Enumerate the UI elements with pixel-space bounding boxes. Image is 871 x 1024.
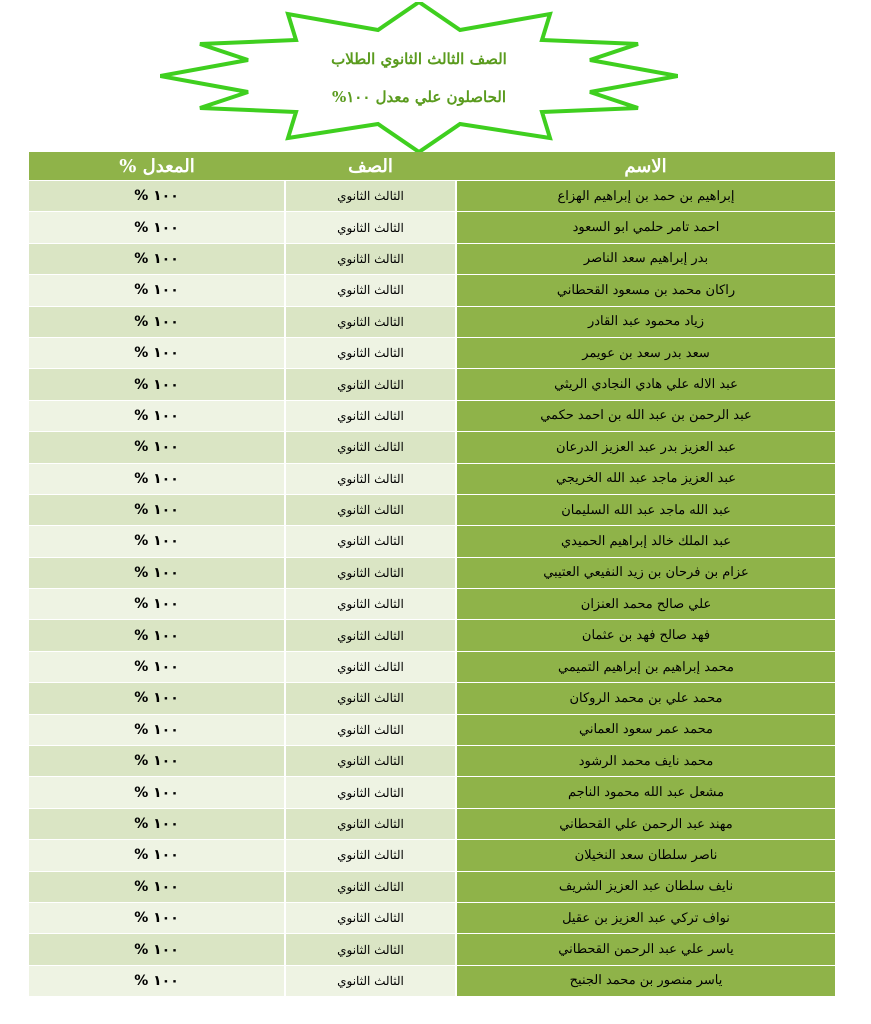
table-row [29, 494, 835, 525]
student-average-cell: ١٠٠ % [29, 589, 285, 620]
table-row [29, 432, 835, 463]
table-row [29, 275, 835, 306]
student-average-cell: ١٠٠ % [29, 243, 285, 274]
student-grade-cell: الثالث الثانوي [285, 243, 456, 274]
banner-line-2: الحاصلون علي معدل ١٠٠% [331, 88, 507, 106]
student-average-cell: ١٠٠ % [29, 840, 285, 871]
student-average-cell: ١٠٠ % [29, 337, 285, 368]
student-average-cell: ١٠٠ % [29, 526, 285, 557]
student-grade-cell: الثالث الثانوي [285, 746, 456, 777]
student-grade-cell: الثالث الثانوي [285, 871, 456, 902]
student-average-cell: ١٠٠ % [29, 400, 285, 431]
student-average-cell: ١٠٠ % [29, 808, 285, 839]
student-grade-cell: الثالث الثانوي [285, 212, 456, 243]
student-average-cell: ١٠٠ % [29, 934, 285, 965]
table-row [29, 902, 835, 933]
table-row [29, 777, 835, 808]
table-row [29, 840, 835, 871]
student-grade-cell: الثالث الثانوي [285, 526, 456, 557]
student-average-cell: ١٠٠ % [29, 557, 285, 588]
header-grade: الصف [285, 152, 456, 181]
table-row [29, 651, 835, 682]
table-row [29, 212, 835, 243]
student-grade-cell: الثالث الثانوي [285, 840, 456, 871]
student-average-cell: ١٠٠ % [29, 620, 285, 651]
table-row [29, 306, 835, 337]
table-row [29, 934, 835, 965]
student-grade-cell: الثالث الثانوي [285, 651, 456, 682]
table-row [29, 557, 835, 588]
students-table [29, 152, 835, 997]
student-name-cell: عبد الرحمن بن عبد الله بن احمد حكمي [456, 400, 835, 431]
table-row [29, 808, 835, 839]
student-grade-cell: الثالث الثانوي [285, 777, 456, 808]
student-average-cell: ١٠٠ % [29, 463, 285, 494]
table-row [29, 714, 835, 745]
student-average-cell: ١٠٠ % [29, 714, 285, 745]
student-grade-cell: الثالث الثانوي [285, 306, 456, 337]
table-row [29, 683, 835, 714]
table-row [29, 181, 835, 212]
student-grade-cell: الثالث الثانوي [285, 494, 456, 525]
student-name-cell: محمد إبراهيم بن إبراهيم التميمي [456, 651, 835, 682]
student-average-cell: ١٠٠ % [29, 871, 285, 902]
table-row [29, 965, 835, 996]
student-grade-cell: الثالث الثانوي [285, 337, 456, 368]
student-grade-cell: الثالث الثانوي [285, 432, 456, 463]
table-header-row [29, 152, 835, 181]
student-name-cell: نايف سلطان عبد العزيز الشريف [456, 871, 835, 902]
student-average-cell: ١٠٠ % [29, 965, 285, 996]
student-name-cell: محمد عمر سعود العماني [456, 714, 835, 745]
student-average-cell: ١٠٠ % [29, 494, 285, 525]
table-row [29, 337, 835, 368]
student-name-cell: عبد الله ماجد عبد الله السليمان [456, 494, 835, 525]
student-grade-cell: الثالث الثانوي [285, 181, 456, 212]
table-row [29, 620, 835, 651]
student-name-cell: ياسر منصور بن محمد الجنيح [456, 965, 835, 996]
student-average-cell: ١٠٠ % [29, 212, 285, 243]
student-name-cell: زياد محمود عبد القادر [456, 306, 835, 337]
student-grade-cell: الثالث الثانوي [285, 683, 456, 714]
student-grade-cell: الثالث الثانوي [285, 557, 456, 588]
table-row [29, 871, 835, 902]
student-name-cell: عبد الملك خالد إبراهيم الحميدي [456, 526, 835, 557]
student-average-cell: ١٠٠ % [29, 902, 285, 933]
table-body [29, 181, 835, 997]
student-grade-cell: الثالث الثانوي [285, 620, 456, 651]
student-name-cell: محمد علي بن محمد الروكان [456, 683, 835, 714]
star-burst-shape [160, 2, 678, 152]
table-row [29, 589, 835, 620]
table-row [29, 746, 835, 777]
student-average-cell: ١٠٠ % [29, 777, 285, 808]
title-banner [160, 2, 678, 152]
header-average: المعدل % [29, 152, 285, 181]
student-name-cell: احمد تامر حلمي ابو السعود [456, 212, 835, 243]
table-row [29, 400, 835, 431]
student-average-cell: ١٠٠ % [29, 275, 285, 306]
student-average-cell: ١٠٠ % [29, 181, 285, 212]
student-name-cell: عبد العزيز بدر عبد العزيز الدرعان [456, 432, 835, 463]
student-name-cell: راكان محمد بن مسعود القحطاني [456, 275, 835, 306]
student-name-cell: عبد الاله علي هادي النجادي الريثي [456, 369, 835, 400]
student-name-cell: نواف تركي عبد العزيز بن عقيل [456, 902, 835, 933]
student-name-cell: إبراهيم بن حمد بن إبراهيم الهزاع [456, 181, 835, 212]
student-grade-cell: الثالث الثانوي [285, 965, 456, 996]
student-average-cell: ١٠٠ % [29, 683, 285, 714]
student-name-cell: عزام بن فرحان بن زيد النفيعي العتيبي [456, 557, 835, 588]
student-grade-cell: الثالث الثانوي [285, 934, 456, 965]
student-grade-cell: الثالث الثانوي [285, 400, 456, 431]
student-name-cell: ناصر سلطان سعد النخيلان [456, 840, 835, 871]
student-name-cell: عبد العزيز ماجد عبد الله الخريجي [456, 463, 835, 494]
banner-line-1: الصف الثالث الثانوي الطلاب [331, 50, 507, 68]
student-average-cell: ١٠٠ % [29, 651, 285, 682]
student-name-cell: مشعل عبد الله محمود الناجم [456, 777, 835, 808]
student-average-cell: ١٠٠ % [29, 369, 285, 400]
student-name-cell: ياسر علي عبد الرحمن القحطاني [456, 934, 835, 965]
student-name-cell: سعد بدر سعد بن عويمر [456, 337, 835, 368]
student-grade-cell: الثالث الثانوي [285, 369, 456, 400]
table-row [29, 463, 835, 494]
student-average-cell: ١٠٠ % [29, 432, 285, 463]
student-grade-cell: الثالث الثانوي [285, 463, 456, 494]
table-row [29, 243, 835, 274]
star-burst-outline [160, 2, 678, 152]
student-grade-cell: الثالث الثانوي [285, 589, 456, 620]
student-name-cell: بدر إبراهيم سعد الناصر [456, 243, 835, 274]
student-average-cell: ١٠٠ % [29, 746, 285, 777]
student-grade-cell: الثالث الثانوي [285, 902, 456, 933]
student-name-cell: علي صالح محمد العنزان [456, 589, 835, 620]
table-row [29, 369, 835, 400]
header-name: الاسم [456, 152, 835, 181]
student-name-cell: مهند عبد الرحمن علي القحطاني [456, 808, 835, 839]
student-name-cell: فهد صالح فهد بن عثمان [456, 620, 835, 651]
student-grade-cell: الثالث الثانوي [285, 808, 456, 839]
table-row [29, 526, 835, 557]
student-grade-cell: الثالث الثانوي [285, 275, 456, 306]
student-average-cell: ١٠٠ % [29, 306, 285, 337]
student-name-cell: محمد نايف محمد الرشود [456, 746, 835, 777]
student-grade-cell: الثالث الثانوي [285, 714, 456, 745]
